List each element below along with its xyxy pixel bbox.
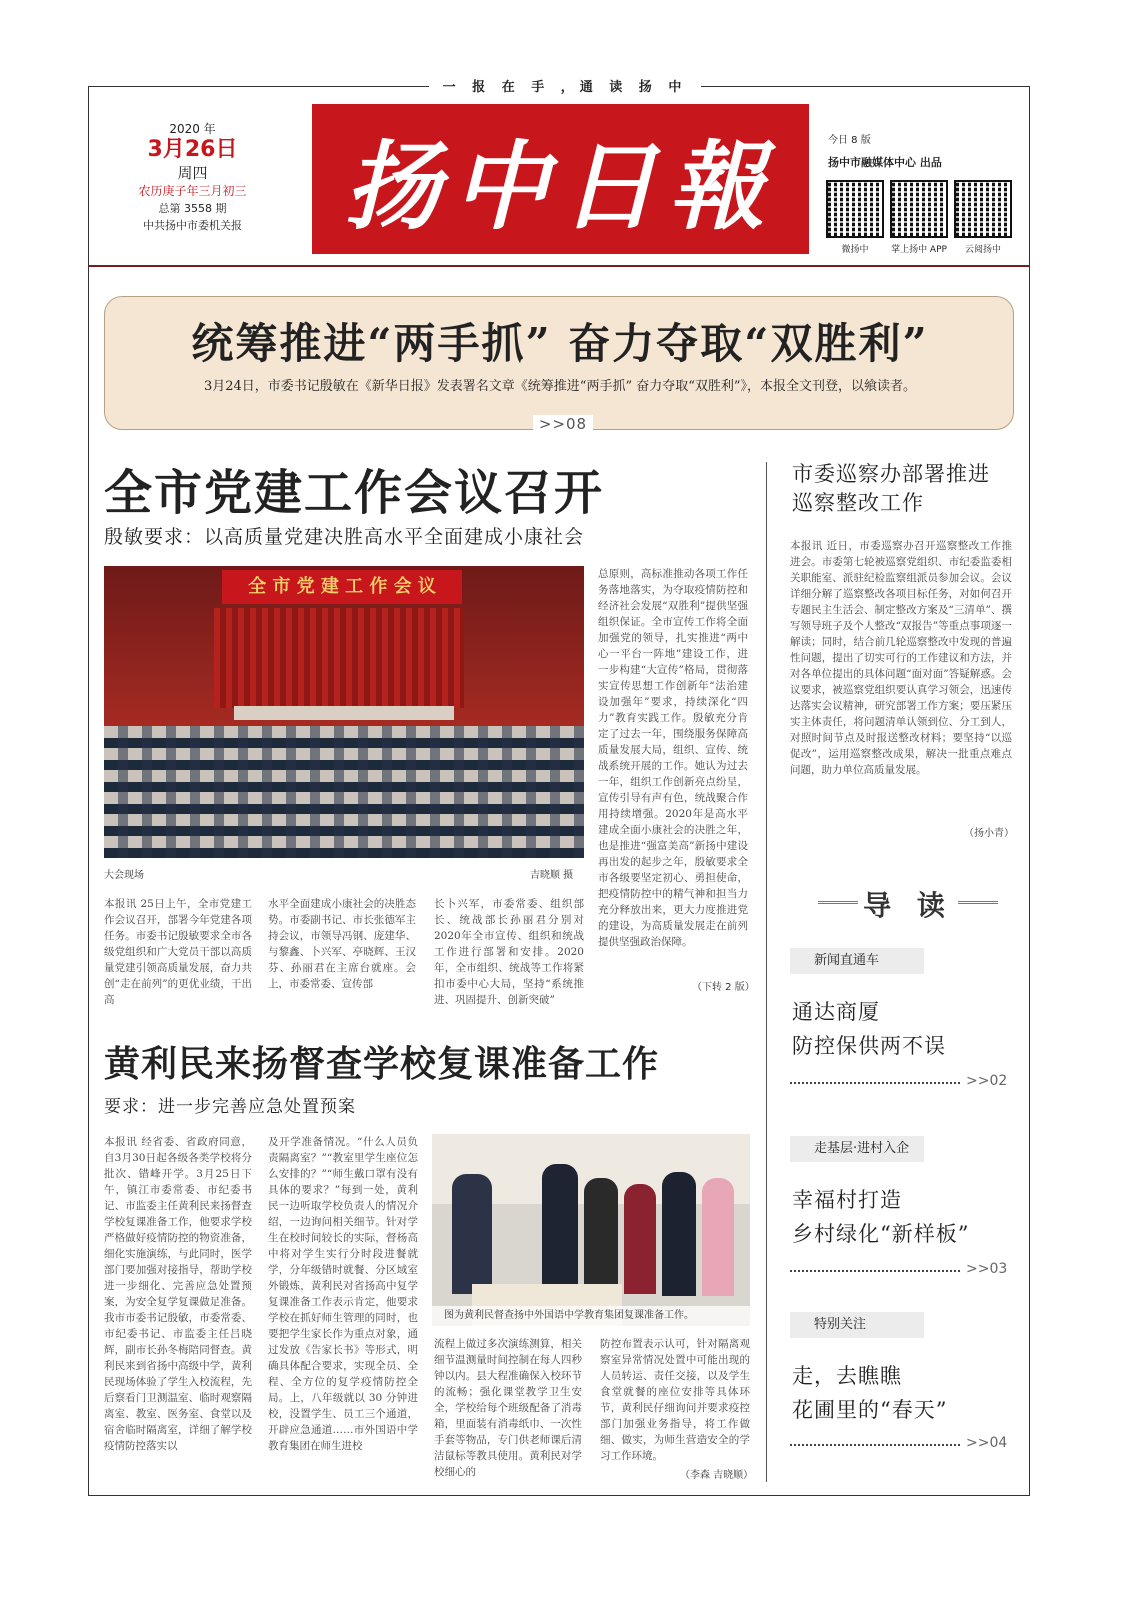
guide-tag: 特别关注	[790, 1312, 924, 1338]
page-count: 今日 8 版	[828, 135, 871, 146]
inspection-headline: 市委巡察办部署推进巡察整改工作	[792, 462, 990, 515]
qr-code-icon[interactable]	[826, 180, 884, 238]
school-photo	[432, 1134, 750, 1326]
school-headline: 黄利民来扬督查学校复课准备工作	[104, 1043, 660, 1085]
school-text-col2: 及开学准备情况。“什么人员负责隔离室？”“教室里学生座位怎么安排的？”“师生戴口罩有没有具体的要求？”每到一处，黄利民一边听取学校负责人的情况介绍，一边询问相关细节。针对学生在校时间较长的实际，督杨高中将对学生实行分时段进餐就学，分年级错时就餐、分区域室外锻炼，黄利民对省扬高中复学复课准备工作表示肯定，他要求学校在抓好师生管理的同时，也要把学生家长作为重点对象，通过发放《告家长书》等形式，明确具体配合要求，实现全员、全程、全方位的复学疫情防控全局。上，八年级就以 30 分钟进校，没置学生、员工三个通道，开辟应急通道……市外国语中学教育集团在师生进校	[268, 1136, 418, 1452]
feature-banner[interactable]	[104, 296, 1014, 433]
banner-headline: 统筹推进“两手抓” 奋力夺取“双胜利”	[191, 319, 929, 368]
lead-text-col3: 长卜兴军，市委常委、组织部长、统战部长孙丽君分别对2020年全市宣传、组织和统战工作进行部署和安排。2020年，全市组织、统战等工作将紧扣市委中心大局，坚持“系统推进、巩固提升、创新突破”	[434, 898, 584, 1006]
inspection-body: 本报讯 近日，市委巡察办召开巡察整改工作推进会。市委第七轮被巡察党组织、市纪委监委相关职能室、派驻纪检监察组派员参加会议。会议详细分解了巡察整改各项目标任务，对如何召开专题民主生活会、制定整改方案及“三清单”、撰写领导班子及个人整改“双报告”等重点事项逐一解读；同时，结合前几轮巡察整改中发现的普遍性问题，提出了切实可行的工作建议和方法，并对各单位提出的具体问题“面对面”答疑解惑。会议要求，被巡察党组织要认真学习领会，迅速传达落实会议精神，研究部署工作方案；要压紧压实主体责任，将问题清单认领到位、分工到人，对照时间节点及时报送整改材料；要坚持“以巡促改”，运用巡察整改成果，解决一批重点难点问题，助力单位高质量发展。	[790, 540, 1012, 776]
guide-item-title[interactable]: 幸福村打造	[792, 1188, 902, 1212]
guide-item-title[interactable]: 走，去瞧瞧	[792, 1364, 902, 1388]
publisher-info	[828, 130, 942, 175]
guide-item-title[interactable]: 花圃里的“春天”	[792, 1398, 948, 1422]
qr-label: 掌上扬中 APP	[891, 245, 947, 255]
school-byline: （李森 吉晓顺）	[680, 1470, 754, 1481]
qr-label: 微扬中	[841, 245, 869, 255]
school-text-col4: 防控布置表示认可，针对隔离观察室异常情况处置中可能出现的人员转运、责任交接，以及学生食堂就餐的座位安排等具体环节，黄利民仔细询问并要求疫控部门加强业务指导，将工作做细、做实，为师生营造安全的学习工作环境。	[600, 1338, 750, 1462]
slogan: 一 报 在 手 ，通 读 扬 中	[0, 76, 1130, 95]
issue-number: 总第 3558 期	[158, 202, 227, 215]
guide-page-ref[interactable]: >>04	[966, 1435, 1008, 1451]
column-divider	[766, 462, 767, 1482]
lunar-date: 农历庚子年三月初三	[138, 184, 247, 198]
masthead-rule	[88, 265, 1030, 267]
lead-headline: 全市党建工作会议召开	[104, 465, 605, 521]
banner-page-ref[interactable]: >>08	[533, 415, 593, 433]
lead-text-col2: 水平全面建成小康社会的决胜态势。市委副书记、市长张德军主持会议，市领导冯钢、庞建华、与黎鑫、卜兴军、亭晓辉、王汉芬、孙丽君在主席台就座。会上，市委常委、宣传部	[268, 898, 416, 990]
qr-code-icon[interactable]	[954, 180, 1012, 238]
masthead	[312, 104, 809, 254]
guide-title: 导 读	[818, 884, 998, 924]
guide-divider	[790, 1082, 960, 1084]
continued-note: （下转 2 版）	[692, 982, 755, 993]
banner-summary: 3月24日，市委书记殷敏在《新华日报》发表署名文章《统筹推进“两手抓” 奋力夺取“双胜利”》，本报全文刊登，以飨读者。	[203, 379, 917, 394]
masthead-title: 扬中日報	[344, 129, 777, 243]
guide-tag: 新闻直通车	[790, 948, 924, 974]
guide-tag: 走基层·进村入企	[790, 1136, 924, 1162]
lead-subhead: 殷敏要求：以高质量党建决胜高水平全面建成小康社会	[104, 526, 585, 548]
guide-divider	[790, 1270, 960, 1272]
organ: 中共扬中市委机关报	[143, 219, 242, 232]
school-subhead: 要求：进一步完善应急处置预案	[104, 1097, 356, 1117]
inspection-byline: （扬小青）	[964, 828, 1014, 839]
photo-credit: 吉晓顺 摄	[530, 870, 574, 881]
guide-item-title[interactable]: 防控保供两不误	[792, 1034, 946, 1058]
guide-page-ref[interactable]: >>02	[966, 1073, 1008, 1089]
photo-caption: 大会现场	[104, 870, 144, 881]
publisher: 扬中市融媒体中心 出品	[828, 156, 942, 169]
school-text-col3: 流程上做过多次演练测算，相关细节温测量时间控制在每人四秒钟以内。县大程准确保入校环节的流畅；强化课堂教学卫生安全，学校给每个班级配备了消毒箱，里面装有消毒纸巾、一次性手套等物品，专门供老师课后清洁鼠标等教具使用。黄利民对学校细心的	[434, 1338, 582, 1478]
stage-banner: 全 市 党 建 工 作 会 议	[222, 570, 462, 604]
qr-label: 云阅扬中	[964, 245, 1001, 255]
year: 2020 年	[169, 122, 216, 136]
school-text-col1: 本报讯 经省委、省政府同意，自3月30日起各级各类学校将分批次、错峰开学。3月25日下午，镇江市委常委、市纪委书记、市监委主任黄利民来扬督查学校复课准备工作，他要求学校严格做好疫情防控的物资准备，细化实施演练，与此同时，医学部门要加强对接指导，帮助学校进一步细化、完善应急处置预案，为安全复学复课做足准备。我市市委书记殷敏，市委常委、市纪委书记、市监委主任吕晓辉，副市长孙冬梅陪同督查。黄利民来到省扬中高级中学，黄利民现场体验了学生入校流程，先后察看门卫测温室、临时观察隔离室、教室、医务室、食堂以及宿舍临时隔离室，详细了解学校疫情防控落实以	[104, 1136, 252, 1452]
guide-page-ref[interactable]: >>03	[966, 1261, 1008, 1277]
guide-item-title[interactable]: 乡村绿化“新样板”	[792, 1222, 970, 1246]
guide-divider	[790, 1444, 960, 1446]
date-block	[120, 120, 265, 234]
date: 3月26日	[147, 137, 238, 162]
weekday: 周四	[177, 164, 208, 182]
qr-code-icon[interactable]	[890, 180, 948, 238]
school-photo-caption: 图为黄利民督查扬中外国语中学教育集团复课准备工作。	[432, 1306, 750, 1326]
guide-item-title[interactable]: 通达商厦	[792, 1000, 880, 1024]
lead-text-right: 总原则，高标准推动各项工作任务落地落实，为夺取疫情防控和经济社会发展“双胜利”提供坚强组织保证。全市宣传工作将全面加强党的领导，扎实推进“两中心一平台一阵地”建设工作，进一步构建“大宣传”格局，贯彻落实宣传思想工作创新年“法治建设加强年”要求，持续深化“四力”教育实践工作。殷敏充分肯定了过去一年，围绕服务保障高质量发展大局，组织、宣传、统战系统开展的工作。她认为过去一年，组织工作创新亮点纷呈，宣传引导有声有色，统战聚合作用持续增强。2020年是高水平建成全面小康社会的决胜之年，也是推进“强富美高”新扬中建设再出发的起步之年，殷敏要求全市各级要坚定初心、勇担使命，把疫情防控中的精气神和担当力充分释放出来，更大力度推进党的建设，为高质量发展走在前列提供坚强政治保障。	[598, 568, 748, 948]
lead-text-col1: 本报讯 25日上午，全市党建工作会议召开，部署今年党建各项任务。市委书记殷敏要求全市各级党组织和广大党员干部以高质量党建引领高质量发展，奋力共创“走在前列”的更优业绩，干出高	[104, 898, 252, 1006]
conference-photo	[104, 566, 584, 858]
